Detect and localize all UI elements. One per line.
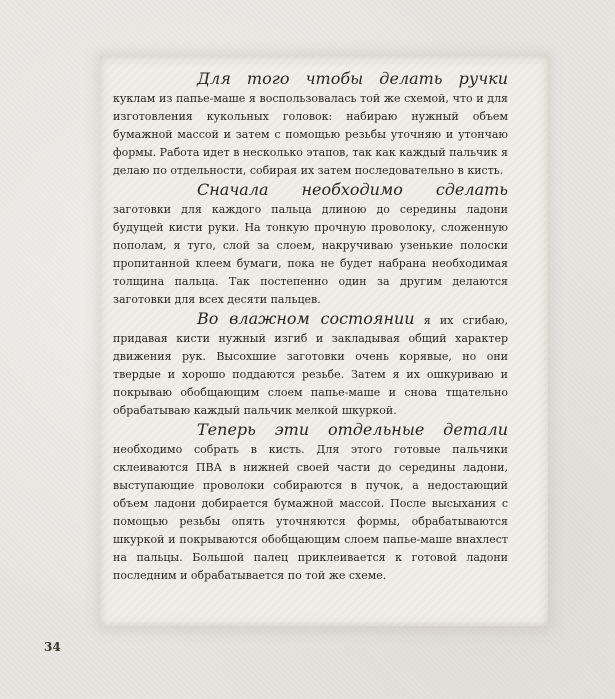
paragraph-3-lead: Во влажном состоянии [197, 309, 415, 328]
paragraph-4-lead: Теперь эти отдельные детали [197, 420, 508, 439]
paragraph-2-lead: Сначала необходимо сделать [197, 180, 508, 199]
paragraph-1-lead: Для того чтобы делать ручки [197, 69, 508, 88]
paragraph-1 [113, 70, 508, 180]
page-number: 34 [44, 640, 61, 654]
paragraph-4-text: необходимо собрать в кисть. Для этого готовые пальчики склеиваются ПВА в нижней своей части до середины ладони, выступающие проволоки собираются в пучок, а недостающий объем ладони добирается бумажной массой. После высыхания с помощью резьбы опять уточняются формы, обрабатываются шкуркой и покрываются обобщающим слоем папье-маше внахлест на пальцы. Большой палец приклеивается к готовой ладони последним и обрабатывается по той же схеме. [113, 443, 508, 582]
article-body [113, 70, 508, 586]
paragraph-2 [113, 181, 508, 309]
paragraph-3 [113, 310, 508, 420]
paragraph-2-text: заготовки для каждого пальца длиною до середины ладони будущей кисти руки. На тонкую прочную проволоку, сложенную пополам, я туго, слой за слоем, накручиваю узенькие полоски пропитанной клеем бумаги, пока не будет набрана необходимая толщина пальца. Так постепенно один за другим делаются заготовки для всех десяти пальцев. [113, 203, 508, 306]
paragraph-4 [113, 421, 508, 585]
paragraph-1-text: куклам из папье-маше я воспользовалась той же схемой, что и для изготовления кукольных головок: набираю нужный объем бумажной массой и затем с помощью резьбы уточняю и утончаю формы. Работа идет в несколько этапов, так как каждый пальчик я делаю по отдельности, собирая их затем последовательно в кисть. [113, 92, 508, 177]
paragraph-3-text: я их сгибаю, придавая кисти нужный изгиб и закладывая общий характер движения рук. Высохшие заготовки очень корявые, но они твердые и хорошо поддаются резьбе. Затем я их ошкуриваю и покрываю обобщающим слоем папье-маше и снова тщательно обрабатываю каждый пальчик мелкой шкуркой. [113, 314, 508, 417]
